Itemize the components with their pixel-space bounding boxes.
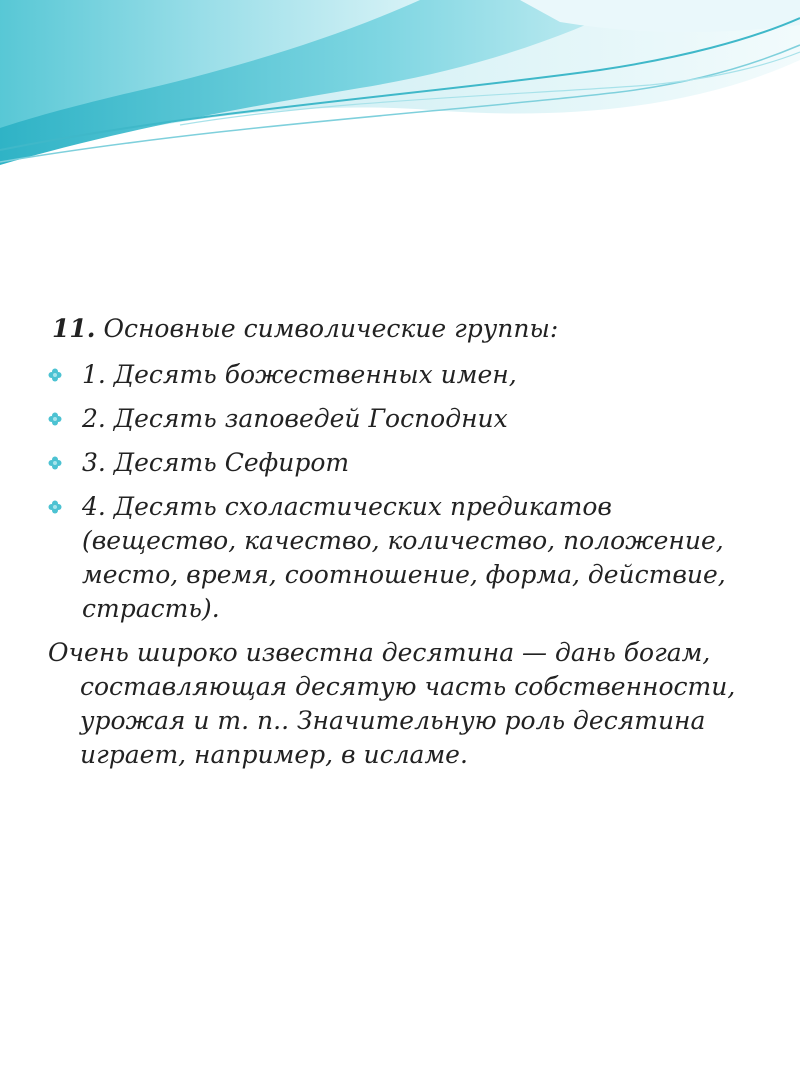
list-item-text: 2. Десять заповедей Господних: [82, 404, 508, 433]
list-item: [48, 446, 748, 480]
list-item-text: 3. Десять Сефирот: [82, 448, 350, 477]
slide-content: [48, 312, 748, 772]
list-item: [48, 402, 748, 436]
tithe-paragraph: Очень широко известна десятина — дань богам, составляющая десятую часть собственности, урожая и т. п.. Значительную роль десятина играет, например, в исламе.: [48, 638, 736, 769]
list-item: [48, 358, 748, 392]
symbol-group-list: [48, 358, 748, 626]
heading-number: 11.: [52, 314, 96, 343]
wave-decoration: [0, 0, 800, 220]
list-item-text: 1. Десять божественных имен,: [82, 360, 517, 389]
flower-bullet-icon: [48, 500, 62, 514]
list-item: [48, 490, 748, 626]
flower-bullet-icon: [48, 456, 62, 470]
heading-text: Основные символические группы:: [103, 314, 559, 343]
flower-bullet-icon: [48, 368, 62, 382]
flower-bullet-icon: [48, 412, 62, 426]
list-item-text: 4. Десять схоластических предикатов (вещество, качество, количество, положение, место, время, соотношение, форма, действие, страсть).: [82, 492, 726, 623]
slide-heading: [52, 312, 748, 346]
